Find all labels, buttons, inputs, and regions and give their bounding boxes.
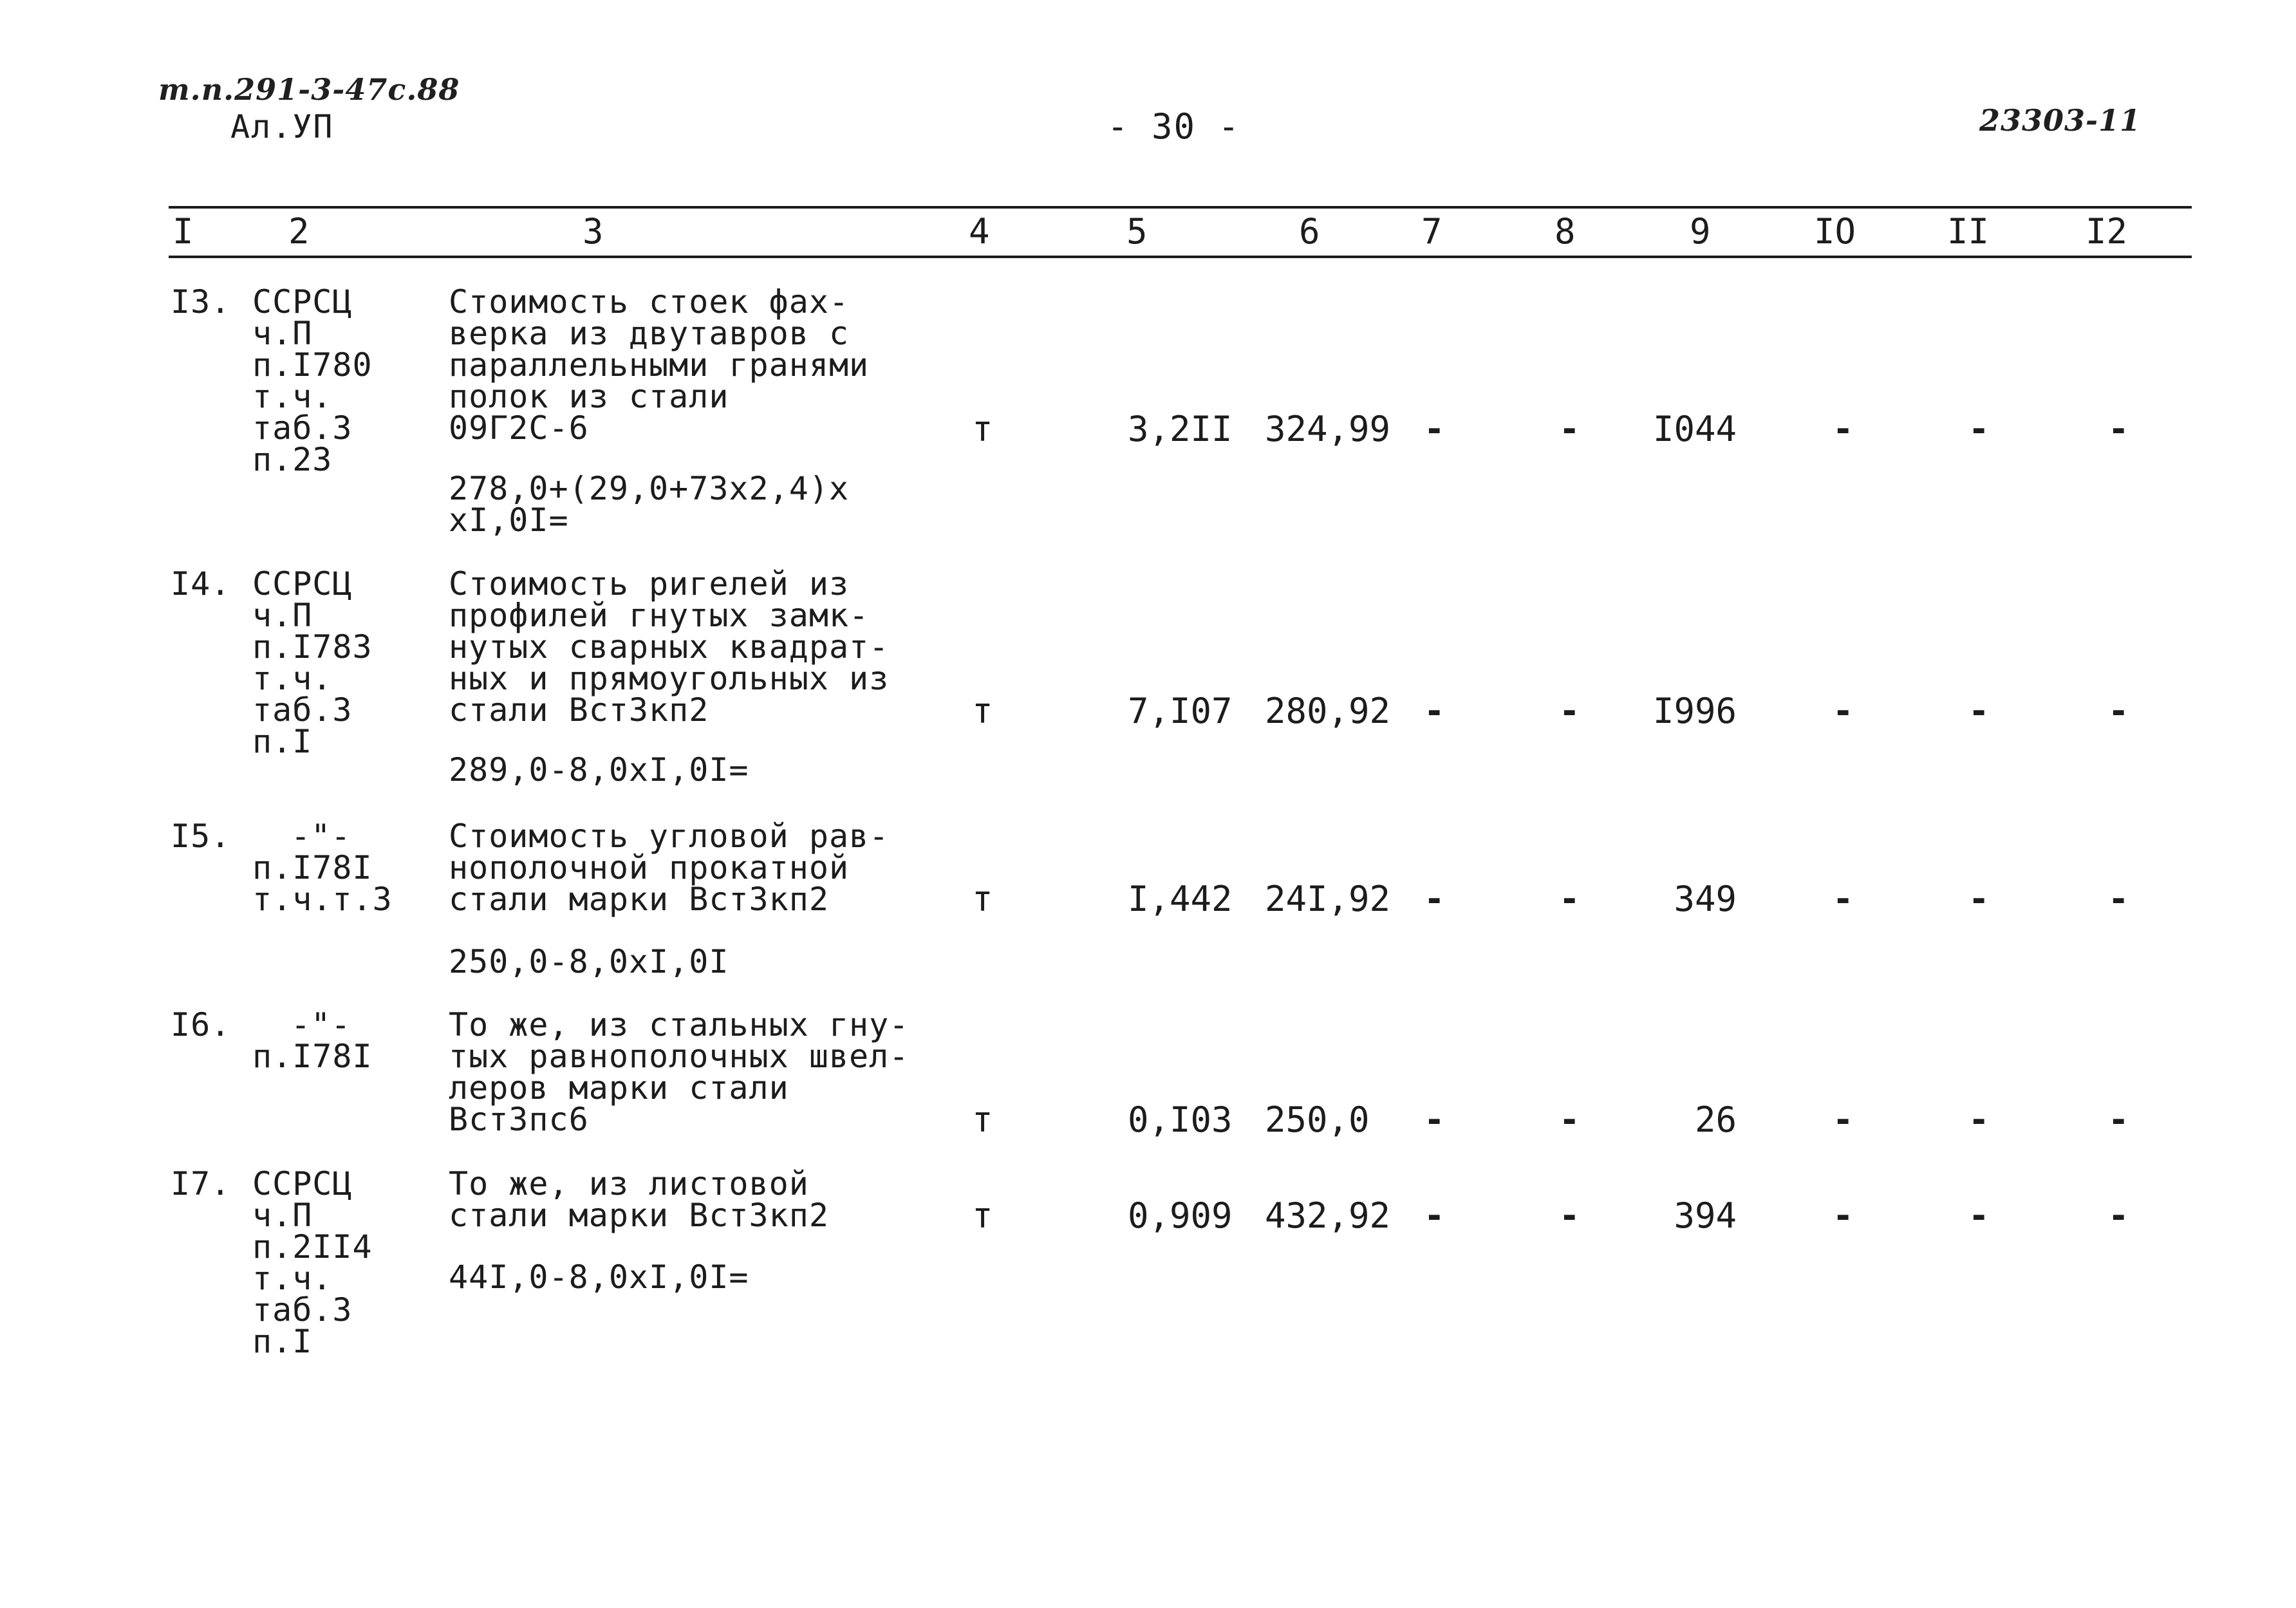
description-line: стали Вст3кп2 <box>449 691 709 729</box>
reference-line: п.I <box>252 1323 313 1360</box>
cell-c7: - <box>1424 1195 1445 1236</box>
reference-line: п.23 <box>252 441 333 478</box>
table-top-rule <box>169 206 2192 209</box>
reference-line: т.ч. <box>252 1260 333 1297</box>
column-header: 3 <box>583 211 604 252</box>
description-line: Стоимость угловой рав- <box>449 818 890 855</box>
formula-line: 278,0+(29,0+73х2,4)х <box>449 470 850 507</box>
formula-line: 250,0-8,0хI,0I <box>449 943 729 980</box>
description-line: нополочной прокатной <box>449 849 850 886</box>
description-line: параллельными гранями <box>449 346 870 384</box>
cell-c10: - <box>1833 1195 1854 1236</box>
reference-line: т.ч.т.3 <box>252 881 393 918</box>
reference-line: таб.3 <box>252 1291 353 1329</box>
reference-line: п.I780 <box>252 346 373 384</box>
reference-line: таб.3 <box>252 409 353 447</box>
cell-c11: - <box>1968 691 1990 731</box>
description-line: леров марки стали <box>449 1069 789 1107</box>
album-label: Ал.УП <box>230 108 334 145</box>
cell-qty: I,442 <box>1128 879 1233 919</box>
formula-line: хI,0I= <box>449 501 569 539</box>
cell-price: 324,99 <box>1265 409 1391 449</box>
cell-c8: - <box>1559 691 1580 731</box>
cell-c11: - <box>1968 409 1990 449</box>
row-number: I3. <box>171 283 231 321</box>
document-code: т.п.291-3-47с.88 <box>158 72 460 107</box>
cell-c11: - <box>1968 1099 1990 1140</box>
cell-unit: т <box>972 409 993 449</box>
description-line: Вст3пс6 <box>449 1101 589 1138</box>
cell-c10: - <box>1833 409 1854 449</box>
cell-c12: - <box>2108 879 2129 919</box>
reference-line: ч.П <box>252 315 313 352</box>
table-header-rule <box>169 256 2192 258</box>
cell-c9: 26 <box>1694 1099 1737 1140</box>
reference-line: п.I783 <box>252 628 373 666</box>
cell-unit: т <box>972 1195 993 1236</box>
reference-line: п.I <box>252 723 313 760</box>
cell-price: 280,92 <box>1265 691 1391 731</box>
cell-c8: - <box>1559 409 1580 449</box>
cell-price: 250,0 <box>1265 1099 1370 1140</box>
cell-c7: - <box>1424 879 1445 919</box>
cell-c8: - <box>1559 1099 1580 1140</box>
cell-c12: - <box>2108 1099 2129 1140</box>
cell-c10: - <box>1833 879 1854 919</box>
description-line: Стоимость стоек фах- <box>449 283 850 321</box>
description-line: То же, из стальных гну- <box>449 1006 910 1043</box>
cell-qty: 0,I03 <box>1128 1099 1233 1140</box>
cell-price: 432,92 <box>1265 1195 1391 1236</box>
reference-line: т.ч. <box>252 378 333 415</box>
cell-c11: - <box>1968 1195 1990 1236</box>
cell-qty: 3,2II <box>1128 409 1233 449</box>
description-line: тых равнополочных швел- <box>449 1038 910 1075</box>
reference-line: п.I78I <box>252 849 373 886</box>
cell-c9: I996 <box>1653 691 1737 731</box>
description-line: 09Г2С-6 <box>449 409 589 447</box>
reference-line: т.ч. <box>252 660 333 697</box>
description-line: стали марки Вст3кп2 <box>449 881 829 918</box>
cell-c12: - <box>2108 691 2129 731</box>
description-line: стали марки Вст3кп2 <box>449 1197 829 1234</box>
description-line: Стоимость ригелей из <box>449 565 850 603</box>
cell-c10: - <box>1833 1099 1854 1140</box>
reference-line: п.I78I <box>252 1038 373 1075</box>
reference-line: ч.П <box>252 597 313 634</box>
cell-qty: 7,I07 <box>1128 691 1233 731</box>
cell-c8: - <box>1559 1195 1580 1236</box>
reference-line: ССРСЦ <box>252 283 353 321</box>
cell-price: 24I,92 <box>1265 879 1391 919</box>
description-line: профилей гнутых замк- <box>449 597 870 634</box>
column-header: I2 <box>2086 211 2128 252</box>
cell-c9: I044 <box>1653 409 1737 449</box>
cell-c11: - <box>1968 879 1990 919</box>
cell-c10: - <box>1833 691 1854 731</box>
cell-c7: - <box>1424 1099 1445 1140</box>
cell-unit: т <box>972 1099 993 1140</box>
reference-line: п.2II4 <box>252 1228 373 1266</box>
row-number: I5. <box>171 818 231 855</box>
cell-c7: - <box>1424 691 1445 731</box>
reference-line: ССРСЦ <box>252 565 353 603</box>
description-line: То же, из листовой <box>449 1165 809 1202</box>
reference-line: таб.3 <box>252 691 353 729</box>
column-header: 2 <box>288 211 310 252</box>
page-number: - 30 - <box>1107 106 1241 147</box>
reference-line: ч.П <box>252 1197 313 1234</box>
cell-unit: т <box>972 691 993 731</box>
row-number: I4. <box>171 565 231 603</box>
column-header: IO <box>1814 211 1856 252</box>
column-header: 6 <box>1299 211 1320 252</box>
column-header: 5 <box>1126 211 1148 252</box>
column-header: 7 <box>1421 211 1442 252</box>
column-header: 8 <box>1554 211 1576 252</box>
cell-qty: 0,909 <box>1128 1195 1233 1236</box>
column-header: 4 <box>969 211 990 252</box>
inventory-number: 23303-11 <box>1979 103 2142 138</box>
cell-c12: - <box>2108 409 2129 449</box>
description-line: верка из двутавров с <box>449 315 850 352</box>
reference-line: ССРСЦ <box>252 1165 353 1202</box>
cell-c8: - <box>1559 879 1580 919</box>
cell-c7: - <box>1424 409 1445 449</box>
description-line: полок из стали <box>449 378 729 415</box>
reference-line: -"- <box>291 1006 351 1043</box>
description-line: нутых сварных квадрат- <box>449 628 890 666</box>
cell-c9: 349 <box>1674 879 1737 919</box>
column-header: I <box>173 211 194 252</box>
formula-line: 289,0-8,0хI,0I= <box>449 751 749 789</box>
cell-unit: т <box>972 879 993 919</box>
row-number: I7. <box>171 1165 231 1202</box>
column-header: II <box>1947 211 1990 252</box>
column-header: 9 <box>1690 211 1711 252</box>
reference-line: -"- <box>291 818 351 855</box>
description-line: ных и прямоугольных из <box>449 660 890 697</box>
row-number: I6. <box>171 1006 231 1043</box>
cell-c12: - <box>2108 1195 2129 1236</box>
formula-line: 44I,0-8,0хI,0I= <box>449 1258 749 1296</box>
cell-c9: 394 <box>1674 1195 1737 1236</box>
